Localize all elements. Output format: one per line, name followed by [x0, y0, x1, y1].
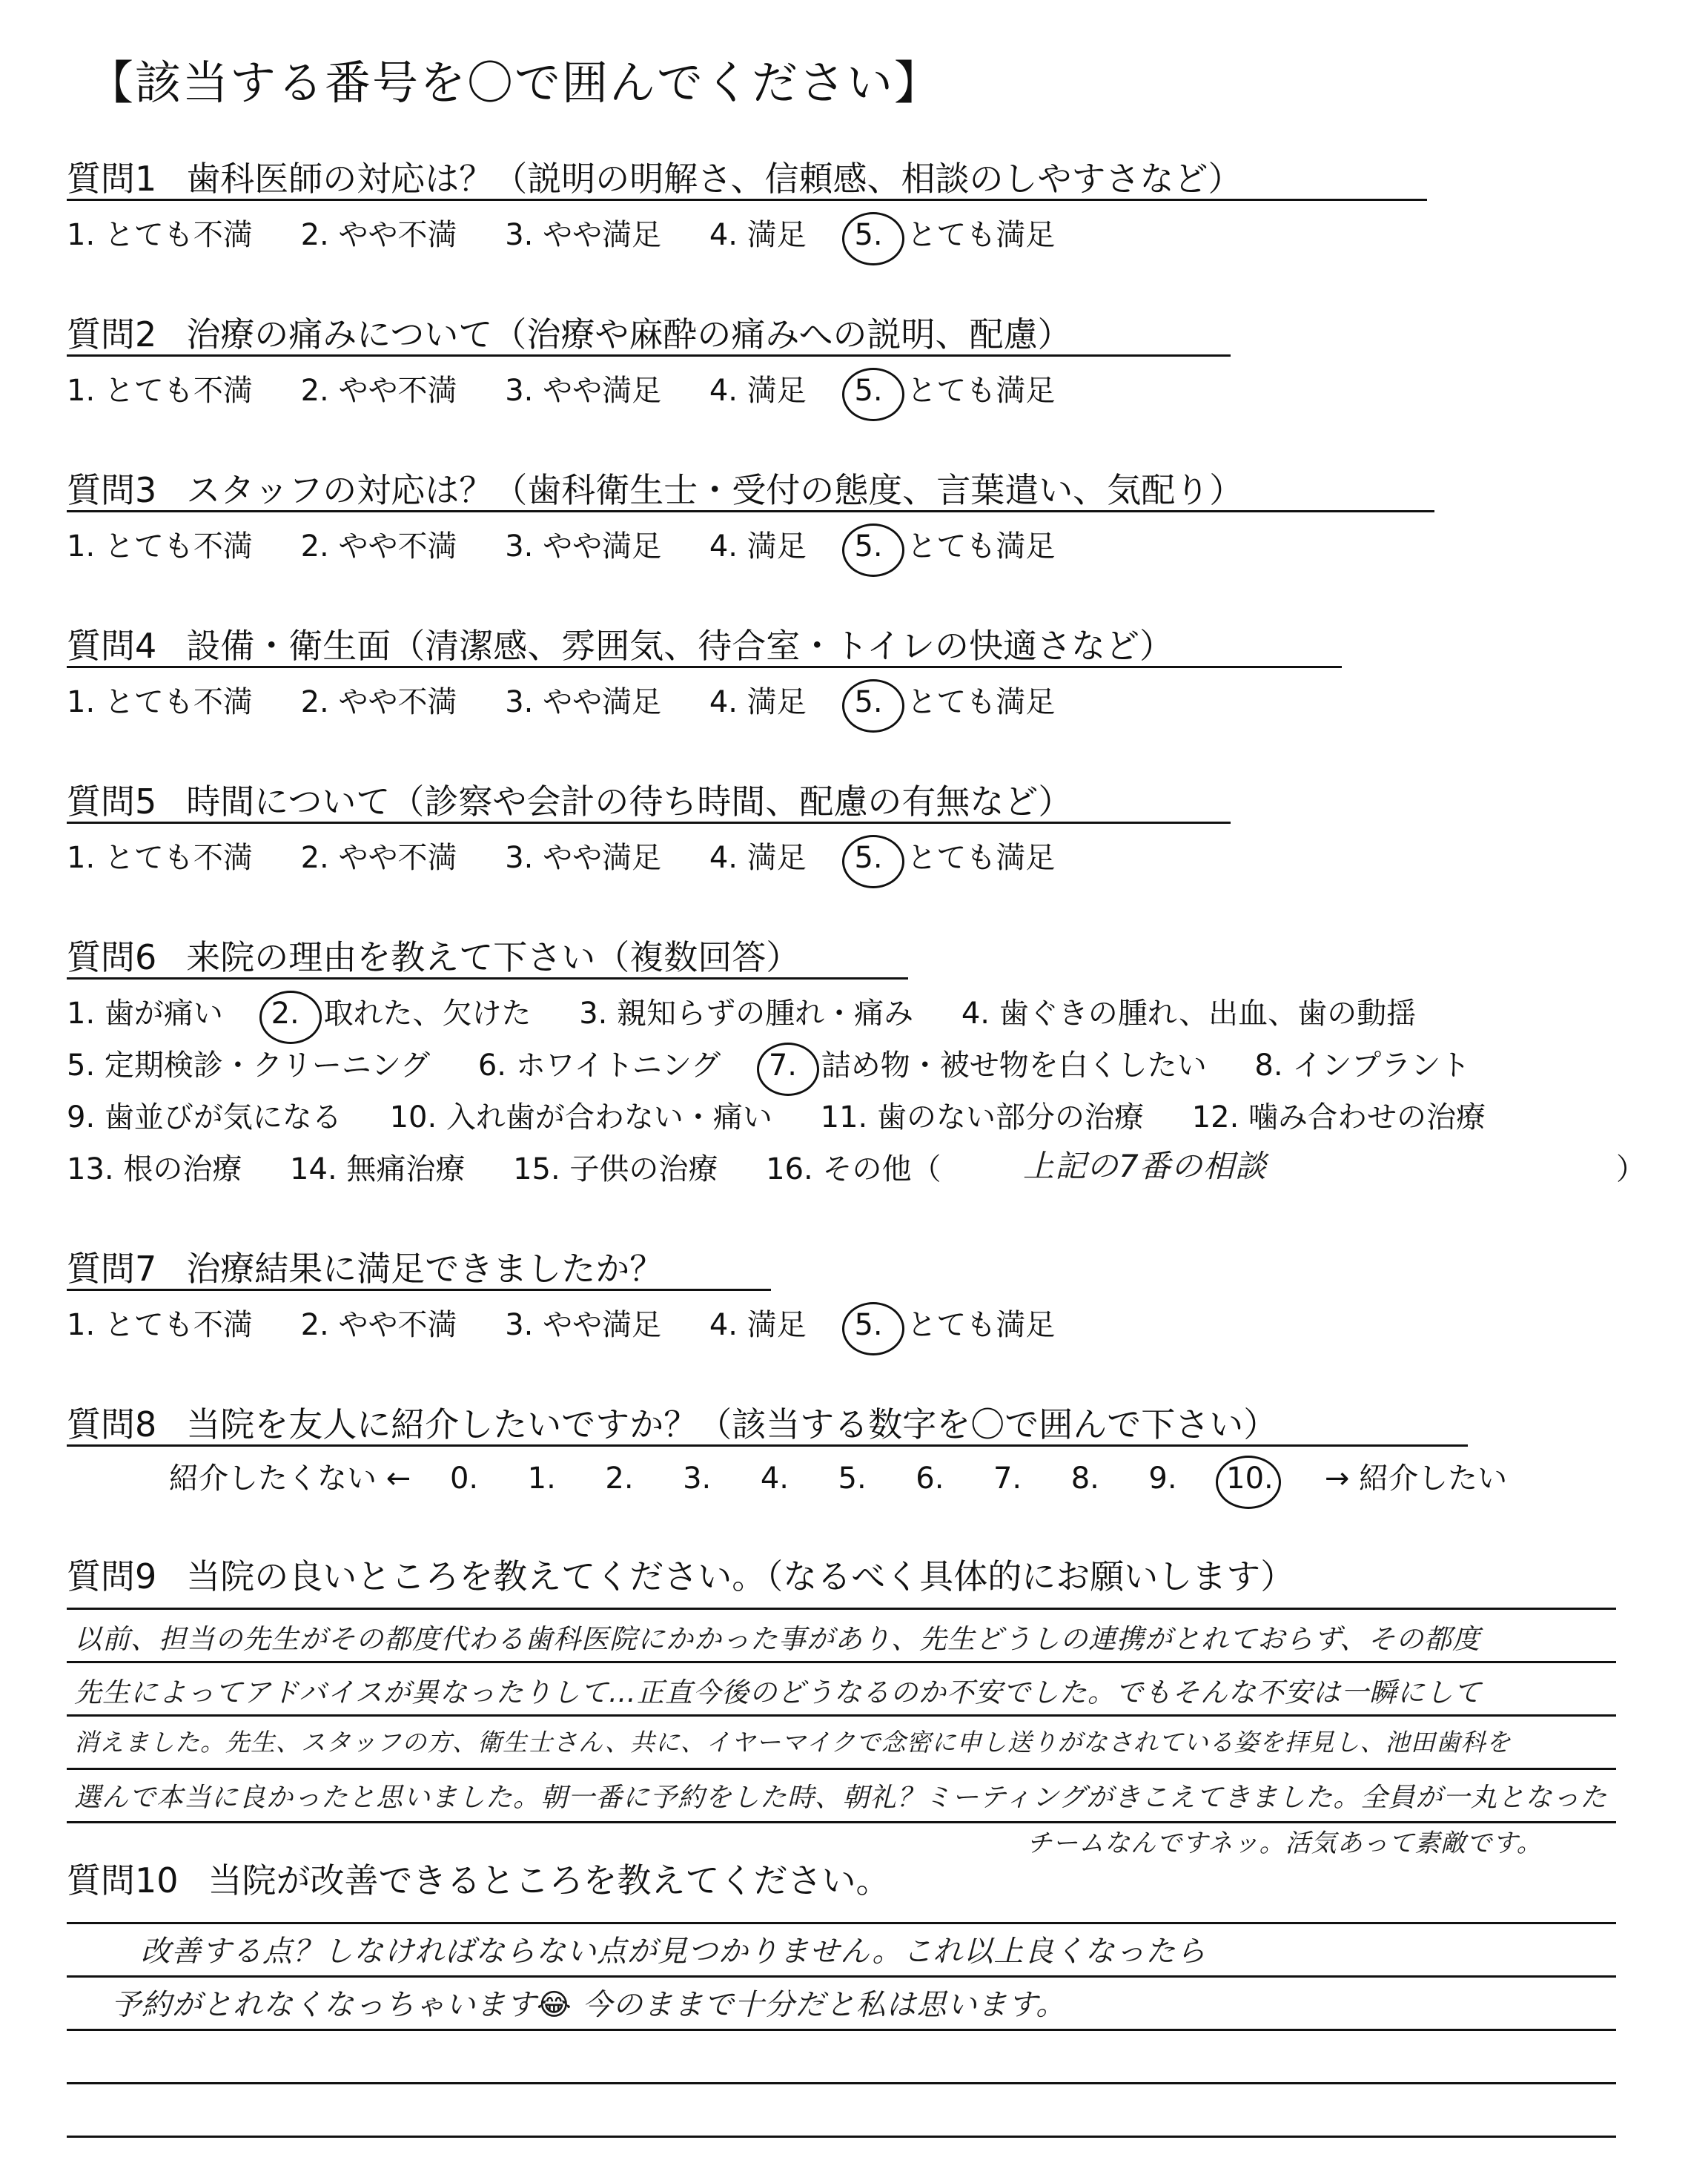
question-text: スタッフの対応は？（歯科衛生士・受付の態度、言葉遣い、気配り）	[186, 470, 1244, 510]
question-6-row-1	[67, 990, 1454, 1032]
option-5-circled[interactable]: 5.	[854, 218, 883, 252]
q9-answer-line-3: 消えました。先生、スタッフの方、衛生士さん、共に、イヤーマイクで念密に申し送りがなされている姿を拝見し、池田歯科を	[74, 1728, 1512, 1757]
option-2[interactable]: 2. やや不満	[300, 685, 457, 719]
option-5-circled[interactable]: 5.	[854, 374, 883, 408]
question-6-row-2	[67, 1042, 1509, 1084]
answer-line	[67, 1922, 1616, 1924]
q9-answer-line-5: チームなんですネッ。活気あって素敵です。	[1027, 1829, 1543, 1858]
referral-scale	[169, 1455, 1507, 1497]
question-text: 当院の良いところを教えてください。（なるべく具体的にお願いします）	[186, 1556, 1295, 1596]
option-3[interactable]: 3. やや満足	[505, 529, 662, 564]
answer-line	[67, 1714, 1616, 1717]
option-children[interactable]: 15. 子供の治療	[513, 1152, 718, 1186]
option-2-label: 取れた、欠けた	[323, 997, 532, 1031]
other-handwritten-answer: 上記の7番の相談	[1023, 1148, 1267, 1184]
option-4[interactable]: 4. 満足	[709, 529, 807, 564]
option-2-circled[interactable]: 2.	[271, 997, 299, 1031]
question-3-options	[67, 523, 1093, 565]
option-5-label: とても満足	[907, 685, 1056, 719]
question-text: 歯科医師の対応は？（説明の明解さ、信頼感、相談のしやすさなど）	[186, 159, 1242, 199]
form-title: 【該当する番号を〇で囲んでください】	[87, 56, 942, 110]
option-checkup[interactable]: 5. 定期検診・クリーニング	[67, 1048, 431, 1083]
scale-0[interactable]: 0.	[449, 1462, 479, 1496]
option-implant[interactable]: 8. インプラント	[1254, 1048, 1471, 1083]
scale-left-label: 紹介したくない ←	[169, 1462, 411, 1496]
question-3-heading	[67, 463, 1243, 512]
option-missing-teeth[interactable]: 11. 歯のない部分の治療	[820, 1100, 1144, 1135]
underline	[67, 1444, 1468, 1447]
option-root[interactable]: 13. 根の治療	[67, 1152, 242, 1186]
scale-6[interactable]: 6.	[916, 1462, 944, 1496]
answer-line	[67, 1975, 1616, 1978]
underline	[67, 666, 1342, 668]
question-6-row-3	[67, 1094, 1524, 1136]
option-tooth-pain[interactable]: 1. 歯が痛い	[67, 997, 223, 1031]
question-text: 治療結果に満足できましたか？	[186, 1249, 664, 1289]
scale-1[interactable]: 1.	[527, 1462, 556, 1496]
option-5-label: とても満足	[907, 841, 1056, 875]
option-3[interactable]: 3. やや満足	[505, 374, 662, 408]
answer-line	[67, 1608, 1616, 1610]
option-5-label: とても満足	[907, 218, 1056, 252]
underline	[67, 510, 1434, 512]
option-1[interactable]: 1. とても不満	[67, 218, 253, 252]
closing-paren: ）	[1616, 1152, 1646, 1186]
question-number: 質問5	[67, 782, 157, 822]
q9-answer-line-1: 以前、担当の先生がその都度代わる歯科医院にかかった事があり、先生どうしの連携がとれておらず、その都度	[74, 1623, 1481, 1655]
option-3[interactable]: 3. やや満足	[505, 1308, 662, 1342]
question-number: 質問8	[67, 1404, 157, 1444]
option-2[interactable]: 2. やや不満	[300, 529, 457, 564]
option-3[interactable]: 3. やや満足	[505, 218, 662, 252]
option-4[interactable]: 4. 満足	[709, 218, 807, 252]
question-number: 質問6	[67, 937, 157, 977]
question-2-options	[67, 367, 1093, 409]
underline	[67, 199, 1427, 201]
question-text: 設備・衛生面（清潔感、雰囲気、待合室・トイレの快適さなど）	[186, 626, 1174, 666]
scale-10-circled[interactable]: 10.	[1226, 1462, 1315, 1496]
question-1-options	[67, 211, 1093, 254]
question-9-heading	[67, 1550, 1294, 1599]
answer-line	[67, 1661, 1616, 1663]
q10-answer-line-2: 予約がとれなくなっちゃいます😂 今のままで十分だと私は思います。	[111, 1988, 1067, 2022]
underline	[67, 822, 1231, 824]
question-7-heading	[67, 1242, 663, 1291]
option-2[interactable]: 2. やや不満	[300, 841, 457, 875]
question-number: 質問1	[67, 159, 157, 199]
option-1[interactable]: 1. とても不満	[67, 1308, 253, 1342]
question-number: 質問10	[67, 1860, 179, 1900]
option-5-label: とても満足	[907, 1308, 1056, 1342]
question-5-heading	[67, 775, 1072, 824]
option-5-label: とても満足	[907, 529, 1056, 564]
question-text: 来院の理由を教えて下さい（複数回答）	[186, 937, 801, 977]
option-1[interactable]: 1. とても不満	[67, 685, 253, 719]
question-2-heading	[67, 308, 1071, 357]
question-number: 質問9	[67, 1556, 157, 1596]
question-1-heading	[67, 152, 1242, 201]
option-other[interactable]: 16. その他（	[766, 1152, 941, 1186]
answer-line	[67, 1768, 1616, 1770]
option-3[interactable]: 3. やや満足	[505, 841, 662, 875]
option-1[interactable]: 1. とても不満	[67, 529, 253, 564]
option-painless[interactable]: 14. 無痛治療	[290, 1152, 466, 1186]
option-wisdom-tooth[interactable]: 3. 親知らずの腫れ・痛み	[579, 997, 914, 1031]
q9-answer-line-2: 先生によってアドバイスが異なったりして…正直今後のどうなるのか不安でした。でもそんな不安は一瞬にして	[74, 1677, 1482, 1708]
option-5-circled[interactable]: 5.	[854, 685, 883, 719]
scale-8[interactable]: 8.	[1070, 1462, 1099, 1496]
answer-line	[67, 2029, 1616, 2031]
option-5-label: とても満足	[907, 374, 1056, 408]
option-2[interactable]: 2. やや不満	[300, 218, 457, 252]
option-gum[interactable]: 4. 歯ぐきの腫れ、出血、歯の動揺	[961, 997, 1417, 1031]
option-5-circled[interactable]: 5.	[854, 1308, 883, 1342]
q9-answer-line-4: 選んで本当に良かったと思いました。朝一番に予約をした時、朝礼？ミーティングがきこえてきました。全員が一丸となった	[74, 1783, 1608, 1813]
option-7-label: 詰め物・被せ物を白くしたい	[821, 1048, 1207, 1083]
question-4-heading	[67, 619, 1174, 668]
option-5-circled[interactable]: 5.	[854, 529, 883, 564]
option-4[interactable]: 4. 満足	[709, 841, 807, 875]
option-whitening[interactable]: 6. ホワイトニング	[477, 1048, 721, 1083]
question-8-heading	[67, 1398, 1277, 1447]
question-7-options	[67, 1301, 1093, 1344]
answer-line	[67, 2082, 1616, 2084]
option-4[interactable]: 4. 満足	[709, 685, 807, 719]
option-2[interactable]: 2. やや不満	[300, 374, 457, 408]
question-6-heading	[67, 931, 800, 980]
question-number: 質問4	[67, 626, 157, 666]
q10-answer-line-1: 改善する点？しなければならない点が見つかりません。これ以上良くなったら	[141, 1935, 1207, 1969]
option-bite[interactable]: 12. 噛み合わせの治療	[1191, 1100, 1486, 1135]
scale-5[interactable]: 5.	[838, 1462, 867, 1496]
option-1[interactable]: 1. とても不満	[67, 841, 253, 875]
scale-7[interactable]: 7.	[993, 1462, 1022, 1496]
question-6-row-4	[67, 1146, 948, 1188]
option-4[interactable]: 4. 満足	[709, 374, 807, 408]
scale-9[interactable]: 9.	[1148, 1462, 1177, 1496]
question-number: 質問7	[67, 1249, 157, 1289]
question-number: 質問3	[67, 470, 157, 510]
question-number: 質問2	[67, 314, 157, 354]
option-5-circled[interactable]: 5.	[854, 841, 883, 875]
question-text: 時間について（診察や会計の待ち時間、配慮の有無など）	[186, 782, 1073, 822]
option-1[interactable]: 1. とても不満	[67, 374, 253, 408]
answer-line	[67, 2136, 1616, 2138]
option-2[interactable]: 2. やや不満	[300, 1308, 457, 1342]
question-text: 当院を友人に紹介したいですか？（該当する数字を〇で囲んで下さい）	[186, 1404, 1278, 1444]
scale-4[interactable]: 4.	[760, 1462, 789, 1496]
question-5-options	[67, 834, 1093, 876]
option-4[interactable]: 4. 満足	[709, 1308, 807, 1342]
option-7-circled[interactable]: 7.	[768, 1048, 797, 1083]
underline	[67, 977, 908, 980]
option-dentures[interactable]: 10. 入れ歯が合わない・痛い	[389, 1100, 772, 1135]
scale-right-label: → 紹介したい	[1324, 1462, 1508, 1496]
scale-2[interactable]: 2.	[605, 1462, 634, 1496]
underline	[67, 1289, 771, 1291]
option-3[interactable]: 3. やや満足	[505, 685, 662, 719]
underline	[67, 354, 1231, 357]
question-text: 当院が改善できるところを教えてください。	[208, 1860, 890, 1900]
question-4-options	[67, 678, 1093, 721]
scale-3[interactable]: 3.	[683, 1462, 712, 1496]
question-text: 治療の痛みについて（治療や麻酔の痛みへの説明、配慮）	[186, 314, 1072, 354]
option-alignment[interactable]: 9. 歯並びが気になる	[67, 1100, 342, 1135]
question-10-heading	[67, 1854, 890, 1903]
